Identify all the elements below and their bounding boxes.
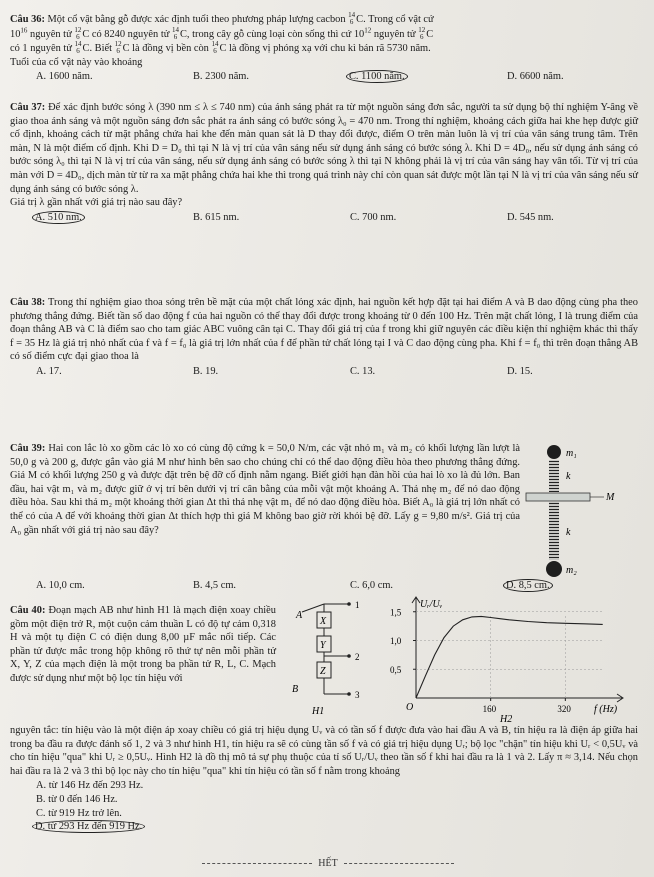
element-Z: Z: [320, 666, 326, 677]
origin-label: O: [406, 702, 414, 713]
y-axis-label: Uᵣ/Uᵥ: [420, 599, 443, 610]
terminal-2: 2: [355, 652, 360, 662]
node-A: A: [296, 610, 303, 621]
options-37: [10, 211, 638, 225]
y-tick-label: 1,5: [390, 607, 402, 618]
option-c[interactable]: C. từ 919 Hz trở lên.: [36, 807, 122, 819]
question-40-continued: nguyên tắc: tín hiệu vào là một điện áp xoay chiều có giá trị hiệu dụng Uᵥ và có tần số f được đưa vào hai đầu A và B, tín hiệu ra là điện áp giữa hai trong ba đầu ra được đánh số 1, 2 và 3 như hình H1, tín hiệu ra sẽ có cùng tần số f và có giá trị hiệu dụng Uᵣ; bộ lọc "chặn" tín hiệu khi Uᵣ < 0,5Uᵥ và cho tín hiệu "qua" khi Uᵣ ≥ 0,5Uᵥ. Hình H2 là đồ thị mô tả sự phụ thuộc của tỉ số Uᵣ/Uᵥ theo tần số f khi hai đầu ra là 1 và 2. Lấy π ≈ 3,14. Nếu chọn hai đầu ra là 2 và 3 thì bộ lọc này cho tín hiệu "qua" khi tín hiệu có tần số f nằm trong khoảng A. từ 146 Hz đến 293 Hz. B. từ 0 đến 146 Hz. C. từ 919 Hz trở lên. D. từ 293 Hz đến 919 Hz.: [10, 725, 638, 833]
option-a[interactable]: A. 510 nm.: [10, 211, 167, 225]
option-b[interactable]: B. 4,5 cm.: [193, 580, 237, 591]
option-c[interactable]: C. 6,0 cm.: [350, 580, 394, 591]
option-d[interactable]: D. 15.: [507, 365, 533, 377]
question-39: Câu 39: Hai con lắc lò xo gồm các lò xo có cùng độ cứng k = 50,0 N/m, các vật nhỏ m₁ và m₂ có khối lượng lần lượt là 50,0 g và 200 g, được gắn vào giá M như hình bên sao cho chúng chỉ có thể dao động điều hòa theo phương thẳng đứng. Giá M có khối lượng 250 g và được đặt trên bệ đỡ cố định nằm ngang. Biết giới hạn đàn hồi của hai lò xo là đủ lớn. Ban đầu, hai vật m₁ và m₂ được giữ ở vị trí bên dưới vị trí cân bằng của mỗi vật một khoảng A. Thả nhẹ m₂ để nó dao động điều hòa. Sau khi thả m₂ một khoảng thời gian Δt thì thả nhẹ vật m₁ để nó dao động điều hòa. Biết A₀ là giá trị lớn nhất có thể có của A để với khoảng thời gian Δt thích hợp thì giá M không bao giờ rời khỏi bệ đỡ. Lấy g = 9,80 m/s². Giá trị của A₀ gần nhất với giá trị nào sau đây?: [10, 443, 520, 536]
option-c[interactable]: C. 700 nm.: [350, 211, 397, 223]
circuit-h1: [278, 598, 378, 722]
question-38: Câu 38: Trong thí nghiệm giao thoa sóng trên bề mặt của một chất lỏng xác định, hai nguồn kết hợp đặt tại hai điểm A và B dao động cùng pha theo phương thẳng đứng. Biết tần số dao động f của hai nguồn có thể thay đổi được trong khoảng từ 0 đến 100 Hz. Trên mặt chất lỏng, I là trung điểm của đoạn thẳng AB và C là điểm sao cho tam giác ABC vuông cân tại C. Thay đổi giá trị của f trong khi giữ nguyên các điều kiện thí nghiệm khác thì thấy f = 35 Hz là giá trị nhỏ nhất của f và f = f₀ là giá trị lớn nhất của f để phần tử chất lỏng tại I và C dao động cùng pha. Khi f = f₀ thì trên đoạn thẳng AB có số điểm cực đại giao thoa là A. 17. B. 19. C. 13. D. 15.: [10, 297, 638, 377]
option-b[interactable]: B. 615 nm.: [193, 211, 240, 223]
question-40: Câu 40: Đoạn mạch AB như hình H1 là mạch điện xoay chiều gồm một điện trở R, một cuộn cảm thuần L có độ tự cảm 0,318 H và một tụ điện C có điện dung 8,00 µF mắc nối tiếp. Các phần tử được mắc trong hộp không rõ thứ tự nên mỗi phần tử X, Y, Z của mạch điện là một trong ba phần tử R, L, C. Mạch được sử dụng như một bộ lọc tín hiệu với: [10, 605, 276, 684]
question-36: Câu 36: Một cổ vật bằng gỗ được xác định tuổi theo phương pháp lượng cacbon 14 6 C. Trong cổ vật cứ $10^{16}$ nguyên tử 12 6 C có 8240 nguyên tử 14 6 C, trong cây gỗ cùng loại còn sống thì cứ $10^{12}$ nguyên tử 12 6 C có 1 nguyên tử 14 6 C. Biết 12 6 C là đồng vị bền còn 14 6 C là đồng vị phóng xạ với chu kì bán rã 5730 năm. Tuổi của cổ vật này vào khoảng A. 1600 năm. B. 2300 năm. C. 1100 năm. D. 6600 năm.: [10, 12, 638, 84]
caption-h2: H2: [500, 714, 513, 725]
label-m2: m₂: [566, 565, 577, 576]
question-label: Câu 39:: [10, 443, 46, 454]
spring-figure: [522, 442, 644, 584]
element-Y: Y: [320, 640, 326, 651]
y-tick-label: 1,0: [390, 636, 402, 646]
label-k1: k: [566, 471, 571, 482]
option-b[interactable]: B. từ 0 đến 146 Hz.: [36, 793, 118, 805]
question-37: Câu 37: Để xác định bước sóng λ (390 nm ≤ λ ≤ 740 nm) của ánh sáng phát ra từ một nguồn sáng đơn sắc, người ta sử dụng bộ thí nghiệm Y-âng về giao thoa ánh sáng và một nguồn sáng đơn sắc phát ra ánh sáng có bước sóng λ₀ = 470 nm. Trong thí nghiệm, khoảng cách giữa hai khe hẹp được giữ cố định, khoảng cách từ mặt phẳng chứa hai khe đến màn quan sát là D thay đổi được, điểm O trên màn luôn là vị trí của vân sáng trung tâm. Trên màn, N là một điểm cố định. Khi D = D₀ thì tại N là vị trí của vân sáng nếu sử dụng ánh sáng có bước sóng λ. Khi D = 4D₀, nếu sử dụng ánh sáng có bước sóng λ₀ thì tại N là vị trí của vân sáng, nếu sử dụng ánh sáng có bước sóng λ thì tại N không phải là vị trí của vân sáng hay vân tối. Từ vị trí của màn với D = 4D₀, dịch màn từ từ ra xa mặt phẳng chứa hai khe thì trong quá trình này chỉ còn quan sát được một lần tại N là vị trí của vân sáng nếu sử dụng ánh sáng có bước sóng λ. Giá trị λ gần nhất với giá trị nào sau đây? A. 510 nm. B. 615 nm. C. 700 nm. D. 545 nm.: [10, 102, 638, 223]
label-k2: k: [566, 527, 571, 538]
x-tick-label: 160: [482, 704, 497, 714]
terminal-1: 1: [355, 600, 360, 610]
spring-top: [549, 460, 559, 492]
options-36: [10, 70, 638, 84]
option-b[interactable]: B. 19.: [193, 365, 219, 377]
mass-m1: [547, 445, 561, 459]
question-label: Câu 37:: [10, 102, 46, 113]
series-line: [416, 616, 603, 698]
footer-end: HẾT: [178, 857, 478, 871]
option-a[interactable]: A. từ 146 Hz đến 293 Hz.: [36, 780, 144, 792]
options-38: [10, 365, 638, 379]
terminal-3: 3: [355, 690, 360, 700]
option-a[interactable]: A. 1600 năm.: [36, 71, 93, 83]
label-m1: m₁: [566, 448, 577, 459]
mass-m2: [546, 561, 562, 577]
option-b[interactable]: B. 2300 năm.: [193, 71, 249, 83]
x-tick-label: 320: [557, 704, 571, 714]
chart-h2: [382, 594, 644, 726]
element-X: X: [320, 616, 327, 627]
option-d[interactable]: D. 8,5 cm.: [481, 579, 638, 593]
option-c[interactable]: C. 1100 năm.: [324, 70, 481, 84]
option-a[interactable]: A. 17.: [36, 365, 62, 377]
question-label: Câu 38:: [10, 297, 46, 308]
option-d[interactable]: D. 6600 năm.: [507, 71, 564, 83]
caption-h1: H1: [312, 706, 325, 717]
spring-bottom: [549, 502, 559, 560]
node-B: B: [292, 684, 299, 695]
question-label: Câu 36:: [10, 14, 45, 25]
y-tick-label: 0,5: [390, 664, 402, 675]
option-d[interactable]: D. từ 293 Hz đến 919 Hz.: [10, 820, 325, 834]
frame-M: [526, 493, 590, 501]
option-c[interactable]: C. 13.: [350, 365, 376, 377]
label-M: M: [606, 492, 615, 503]
options-40: [10, 779, 638, 833]
x-axis-label: f (Hz): [594, 704, 618, 715]
option-d[interactable]: D. 545 nm.: [507, 211, 554, 223]
option-a[interactable]: A. 10,0 cm.: [36, 580, 85, 591]
question-label: Câu 40:: [10, 605, 46, 616]
